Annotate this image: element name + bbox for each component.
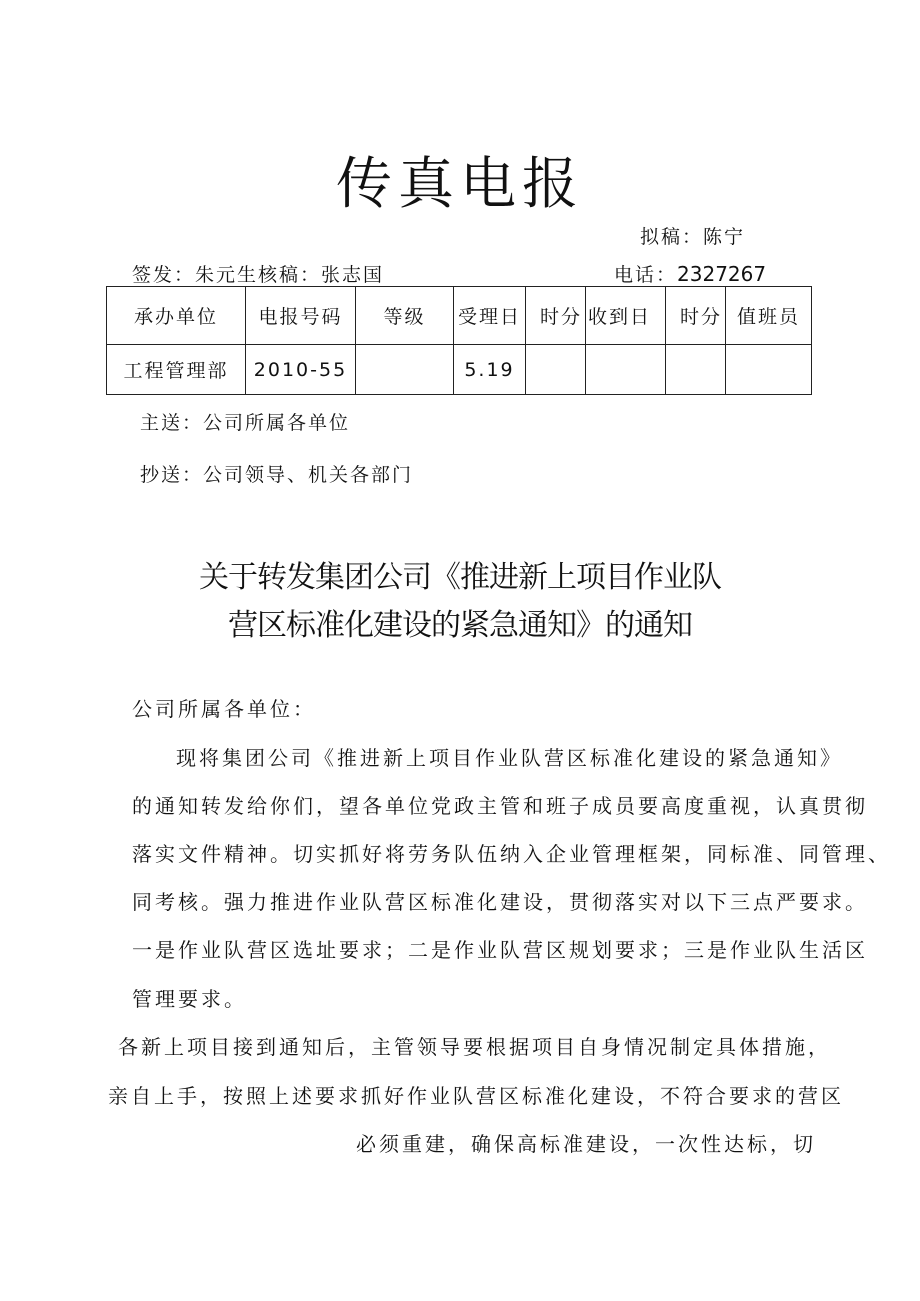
- header-cell-receive-date: 收到日: [586, 287, 666, 345]
- cell-receive-time: [666, 345, 726, 395]
- cc-recipient-line: 抄送：公司领导、机关各部门: [140, 464, 414, 486]
- phone-line: [614, 260, 766, 287]
- phone-number: 2327267: [677, 262, 767, 286]
- cell-accept-date: 5.19: [454, 345, 526, 395]
- table-header-row: [107, 287, 812, 345]
- body-line: 亲自上手，按照上述要求抓好作业队营区标准化建设，不符合要求的营区: [108, 1084, 844, 1108]
- cell-accept-time: [526, 345, 586, 395]
- issuer-reviewer-line: 签发：朱元生核稿：张志国: [132, 264, 385, 286]
- notice-heading-line-1: 关于转发集团公司《推进新上项目作业队: [199, 560, 721, 595]
- cell-duty-officer: [726, 345, 812, 395]
- body-line: 同考核。强力推进作业队营区标准化建设，贯彻落实对以下三点严要求。: [132, 890, 868, 914]
- body-line: 现将集团公司《推进新上项目作业队营区标准化建设的紧急通知》: [176, 746, 843, 770]
- salutation: 公司所属各单位：: [132, 697, 316, 721]
- drafter-line: 拟稿：陈宁: [640, 226, 746, 248]
- cell-telegram-no: 2010-55: [246, 345, 356, 395]
- header-cell-grade: 等级: [356, 287, 454, 345]
- body-line: 落实文件精神。切实抓好将劳务队伍纳入企业管理框架，同标准、同管理、: [132, 842, 891, 866]
- body-line: 一是作业队营区选址要求；二是作业队营区规划要求；三是作业队生活区: [132, 938, 868, 962]
- telegram-info-table: [106, 286, 812, 395]
- header-cell-receive-time: 时分: [666, 287, 726, 345]
- body-line: 各新上项目接到通知后，主管领导要根据项目自身情况制定具体措施，: [118, 1035, 831, 1059]
- body-line: 必须重建，确保高标准建设，一次性达标，切: [356, 1132, 816, 1156]
- cell-grade: [356, 345, 454, 395]
- cell-receive-date: [586, 345, 666, 395]
- table-row: [107, 345, 812, 395]
- header-cell-accept-date: 受理日: [454, 287, 526, 345]
- document-title: 传真电报: [336, 152, 584, 217]
- notice-heading-line-2: 营区标准化建设的紧急通知》的通知: [228, 608, 692, 643]
- phone-label: 电话：: [614, 264, 678, 286]
- header-cell-accept-time: 时分: [526, 287, 586, 345]
- header-cell-unit: 承办单位: [107, 287, 246, 345]
- header-cell-duty-officer: 值班员: [726, 287, 812, 345]
- main-recipient-line: 主送：公司所属各单位: [140, 412, 351, 434]
- body-line: 管理要求。: [132, 987, 247, 1011]
- body-line: 的通知转发给你们，望各单位党政主管和班子成员要高度重视，认真贯彻: [132, 794, 868, 818]
- header-cell-telegram-no: 电报号码: [246, 287, 356, 345]
- cell-unit: 工程管理部: [107, 345, 246, 395]
